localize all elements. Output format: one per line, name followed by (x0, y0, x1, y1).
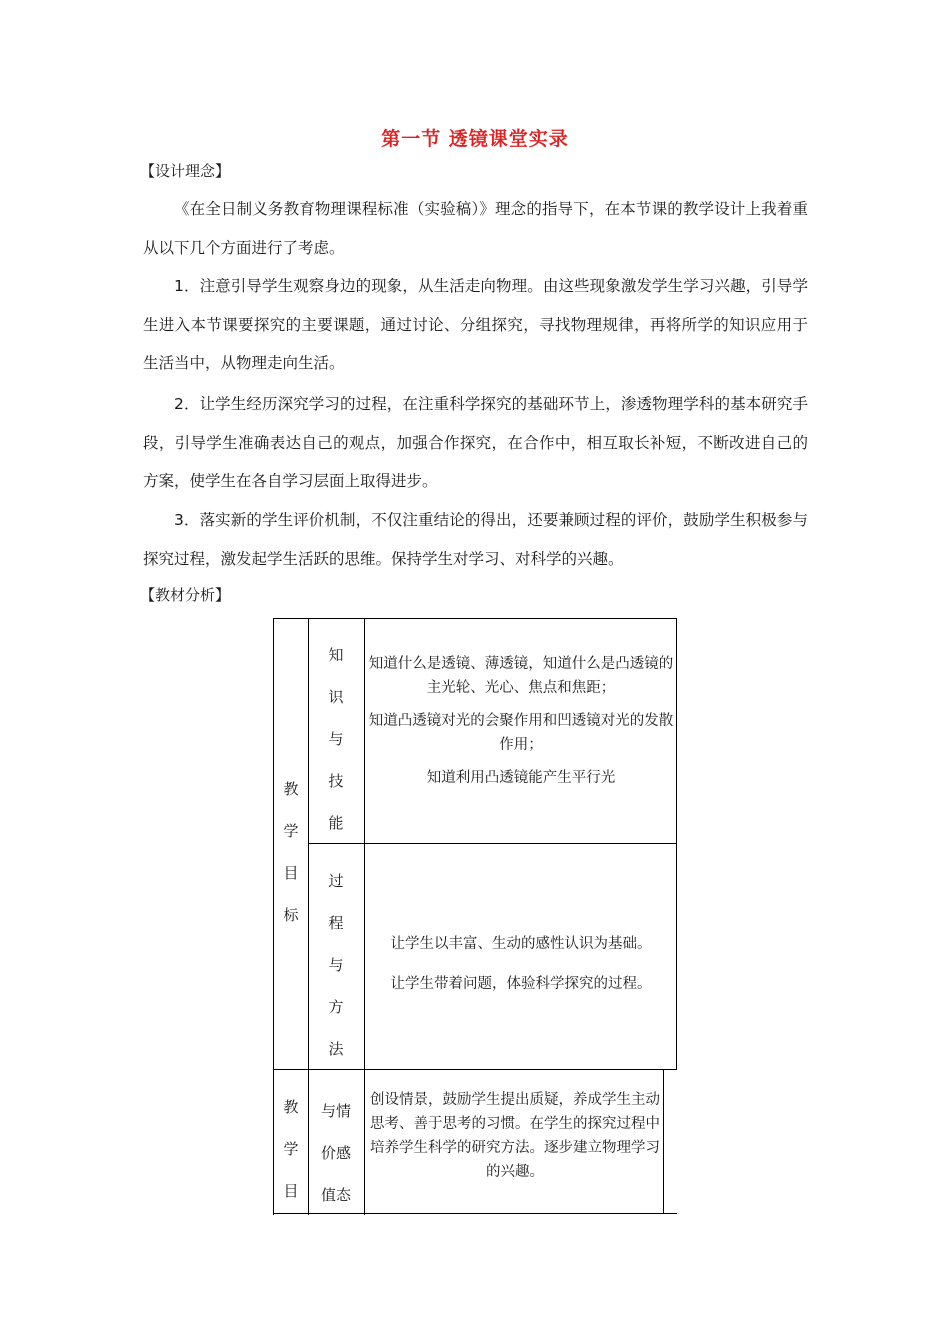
intro-paragraph: 《在全日制义务教育物理课程标准（实验稿）》理念的指导下，在本节课的教学设计上我着重从以下几个方面进行了考虑。 (143, 200, 808, 257)
emotion-values-content: 创设情景，鼓励学生提出质疑，养成学生主动思考、善于思考的习惯。在学生的探究过程中培养学生科学的研究方法。逐步建立物理学习的兴趣。 (370, 1092, 660, 1180)
point-paragraph-3: 3．落实新的学生评价机制，不仅注重结论的得出，还要兼顾过程的评价，鼓励学生积极参与探究过程，激发起学生活跃的思维。保持学生对学习、对科学的兴趣。 (143, 511, 808, 568)
knowledge-skills-label: 知 识 与 技 能 (328, 646, 344, 832)
teaching-objectives-table (273, 618, 677, 1215)
point-paragraph-2: 2．让学生经历深究学习的过程，在注重科学探究的基础环节上，渗透物理学科的基本研究手段，引导学生准确表达自己的观点，加强合作探究，在合作中，相互取长补短，不断改进自己的方案，使学生在各自学习层面上取得进步。 (143, 395, 808, 490)
point-paragraph-1: 1．注意引导学生观察身边的现象，从生活走向物理。由这些现象激发学生学习兴趣，引导学生进入本节课要探究的主要课题，通过讨论、分组探究，寻找物理规律，再将所学的知识应用于生活当中，从物理走向生活。 (143, 277, 808, 372)
objectives-label-continued: 教 学 目 (283, 1098, 299, 1200)
objectives-label: 教 学 目 标 (283, 780, 299, 924)
process-methods-label: 过 程 与 方 法 (328, 872, 344, 1058)
section-heading-design-concept: 【设计理念】 (140, 162, 231, 180)
process-methods-content: 让学生以丰富、生动的感性认识为基础。 让学生带着问题，体验科学探究的过程。 (390, 936, 652, 992)
knowledge-skills-content: 知道什么是透镜、薄透镜，知道什么是凸透镜的主光轮、光心、焦点和焦距； 知道凸透镜对光的会聚作用和凹透镜对光的发散作用； 知道利用凸透镜能产生平行光 (368, 656, 674, 786)
emotion-values-label: 与情 价感 值态 (320, 1102, 351, 1204)
document-title: 第一节 透镜课堂实录 (381, 128, 569, 150)
section-heading-material-analysis: 【教材分析】 (140, 586, 231, 604)
